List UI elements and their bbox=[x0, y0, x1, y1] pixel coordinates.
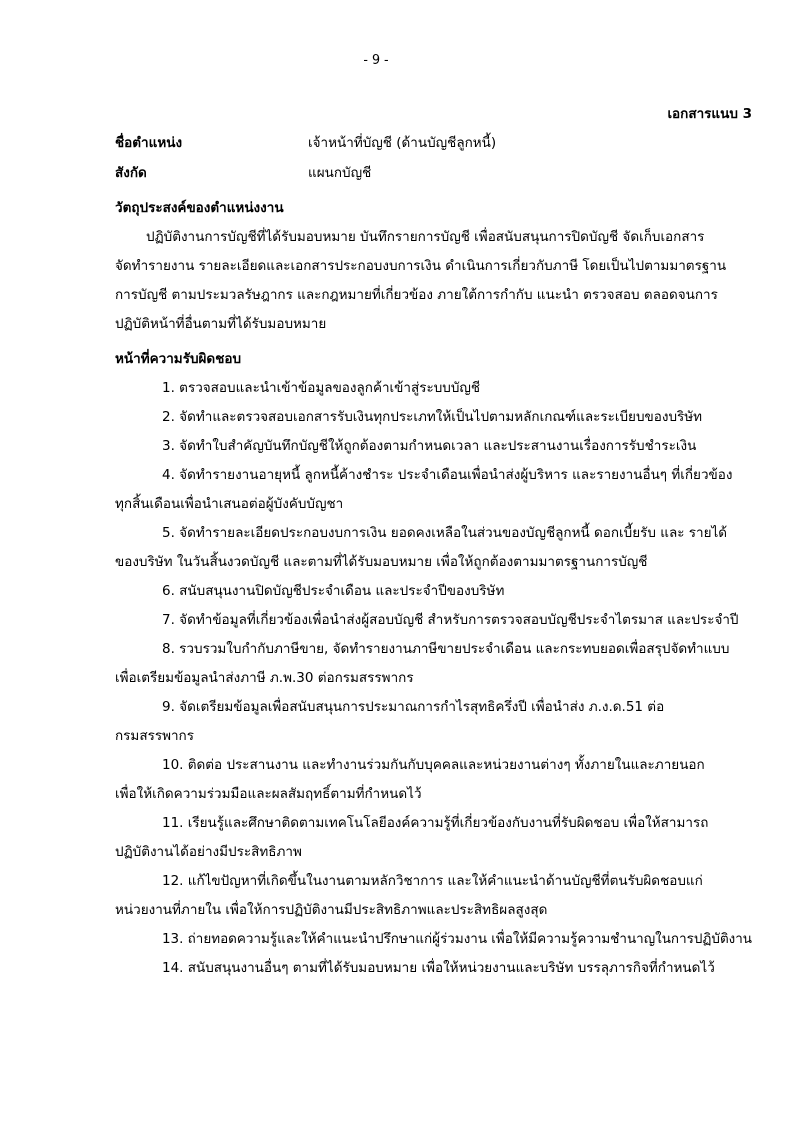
responsibility-item: 9. จัดเตรียมข้อมูลเพื่อสนับสนุนการประมาณการกำไรสุทธิครึ่งปี เพื่อนำส่ง ภ.ง.ด.51 ต่อ bbox=[162, 699, 665, 715]
responsibility-item: 10. ติดต่อ ประสานงาน และทำงานร่วมกันกับบุคคลและหน่วยงานต่างๆ ทั้งภายในและภายนอก bbox=[162, 757, 705, 773]
objective-heading: วัตถุประสงค์ของตำแหน่งงาน bbox=[115, 200, 284, 216]
responsibility-item: 2. จัดทำและตรวจสอบเอกสารรับเงินทุกประเภทให้เป็นไปตามหลักเกณฑ์และระเบียบของบริษัท bbox=[162, 409, 703, 425]
objective-line: การบัญชี ตามประมวลรัษฎากร และกฎหมายที่เกี่ยวข้อง ภายใต้การกำกับ แนะนำ ตรวจสอบ ตลอดจนการ bbox=[115, 287, 718, 303]
responsibility-item: 4. จัดทำรายงานอายุหนี้ ลูกหนี้ค้างชำระ ประจำเดือนเพื่อนำส่งผู้บริหาร และรายงานอื่นๆ ที่เกี่ยวข้อง bbox=[162, 467, 733, 483]
responsibility-item: 1. ตรวจสอบและนำเข้าข้อมูลของลูกค้าเข้าสู่ระบบบัญชี bbox=[162, 380, 481, 396]
responsibility-item: 14. สนับสนุนงานอื่นๆ ตามที่ได้รับมอบหมาย เพื่อให้หน่วยงานและบริษัท บรรลุภารกิจที่กำหนดไว้ bbox=[162, 960, 715, 976]
position-title-value: เจ้าหน้าที่บัญชี (ด้านบัญชีลูกหนี้) bbox=[308, 135, 497, 151]
objective-line: จัดทำรายงาน รายละเอียดและเอกสารประกอบงบการเงิน ดำเนินการเกี่ยวกับภาษี โดยเป็นไปตามมาตรฐาน bbox=[115, 258, 727, 274]
responsibility-item: 12. แก้ไขปัญหาที่เกิดขึ้นในงานตามหลักวิชาการ และให้คำแนะนำด้านบัญชีที่ตนรับผิดชอบแก่ bbox=[162, 873, 703, 889]
responsibility-item-continuation: กรมสรรพากร bbox=[115, 728, 194, 744]
position-title-label: ชื่อตำแหน่ง bbox=[115, 135, 183, 151]
responsibility-item-continuation: เพื่อเตรียมข้อมูลนำส่งภาษี ภ.พ.30 ต่อกรมสรรพากร bbox=[115, 670, 414, 686]
responsibility-item: 7. จัดทำข้อมูลที่เกี่ยวข้องเพื่อนำส่งผู้สอบบัญชี สำหรับการตรวจสอบบัญชีประจำไตรมาส และประจำปี bbox=[162, 612, 739, 628]
responsibility-item: 6. สนับสนุนงานปิดบัญชีประจำเดือน และประจำปีของบริษัท bbox=[162, 583, 505, 599]
responsibility-item-continuation: เพื่อให้เกิดความร่วมมือและผลสัมฤทธิ์ตามที่กำหนดไว้ bbox=[115, 786, 422, 802]
responsibility-item: 13. ถ่ายทอดความรู้และให้คำแนะนำปรึกษาแก่ผู้ร่วมงาน เพื่อให้มีความรู้ความชำนาญในการปฏิบัติงาน bbox=[162, 931, 752, 947]
responsibility-item-continuation: ทุกสิ้นเดือนเพื่อนำเสนอต่อผู้บังคับบัญชา bbox=[115, 496, 344, 512]
page-number: - 9 - bbox=[363, 52, 389, 68]
responsibility-item: 5. จัดทำรายละเอียดประกอบงบการเงิน ยอดคงเหลือในส่วนของบัญชีลูกหนี้ ดอกเบี้ยรับ และ รายได้ bbox=[162, 525, 728, 541]
affiliation-value: แผนกบัญชี bbox=[308, 165, 372, 181]
responsibility-item-continuation: หน่วยงานที่ภายใน เพื่อให้การปฏิบัติงานมีประสิทธิภาพและประสิทธิผลสูงสุด bbox=[115, 902, 548, 918]
responsibility-item-continuation: ปฏิบัติงานได้อย่างมีประสิทธิภาพ bbox=[115, 844, 302, 860]
responsibility-item: 8. รวบรวมใบกำกับภาษีขาย, จัดทำรายงานภาษีขายประจำเดือน และกระทบยอดเพื่อสรุปจัดทำแบบ bbox=[162, 641, 730, 657]
responsibility-item: 11. เรียนรู้และศึกษาติดตามเทคโนโลยีองค์ความรู้ที่เกี่ยวข้องกับงานที่รับผิดชอบ เพื่อให้สามารถ bbox=[162, 815, 709, 831]
responsibilities-heading: หน้าที่ความรับผิดชอบ bbox=[115, 351, 242, 367]
affiliation-label: สังกัด bbox=[115, 165, 147, 181]
attachment-label: เอกสารแนบ 3 bbox=[667, 106, 752, 122]
objective-line: ปฏิบัติงานการบัญชีที่ได้รับมอบหมาย บันทึกรายการบัญชี เพื่อสนับสนุนการปิดบัญชี จัดเก็บเอกสาร bbox=[146, 229, 705, 245]
responsibility-item-continuation: ของบริษัท ในวันสิ้นงวดบัญชี และตามที่ได้รับมอบหมาย เพื่อให้ถูกต้องตามมาตรฐานการบัญชี bbox=[115, 554, 648, 570]
objective-line: ปฏิบัติหน้าที่อื่นตามที่ได้รับมอบหมาย bbox=[115, 316, 327, 332]
responsibility-item: 3. จัดทำใบสำคัญบันทึกบัญชีให้ถูกต้องตามกำหนดเวลา และประสานงานเรื่องการรับชำระเงิน bbox=[162, 438, 697, 454]
